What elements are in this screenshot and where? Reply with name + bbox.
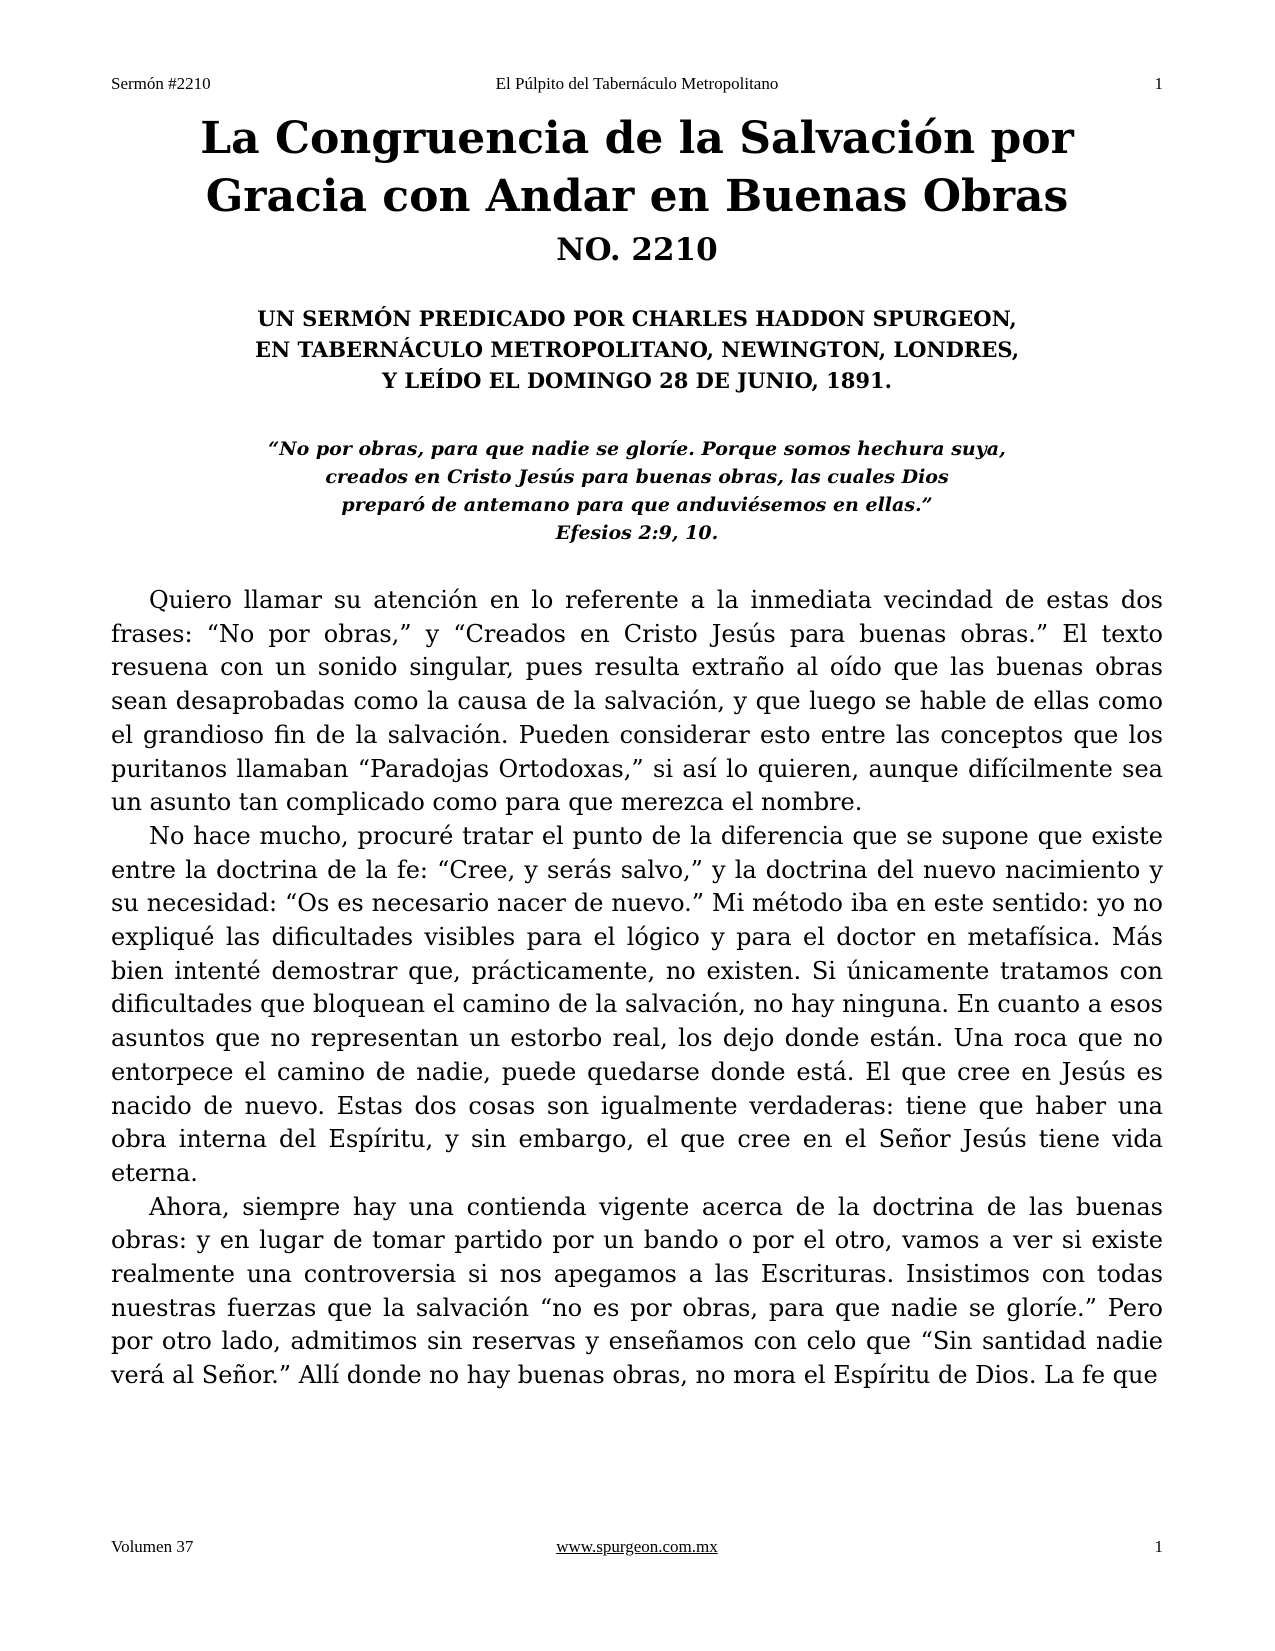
running-header <box>111 74 1163 98</box>
footer-website-link[interactable]: www.spurgeon.com.mx <box>556 1537 718 1556</box>
preached-line-3: Y LEÍDO EL DOMINGO 28 DE JUNIO, 1891. <box>382 368 892 393</box>
paragraph-2: No hace mucho, procuré tratar el punto de la diferencia que se supone que existe entre la doctrina de la fe: “Cree, y serás salvo,” y la doctrina del nuevo nacimiento y su necesidad: “Os es necesario nacer de nuevo.” Mi método iba en este sentido: yo no expliqué las dificultades visibles para el lógico y para el doctor en metafísica. Más bien intenté demostrar que, prácticamente, no existen. Si únicamente tratamos con dificultades que bloquean el camino de la salvación, no hay ninguna. En cuanto a esos asuntos que no representan un estorbo real, los dejo donde están. Una roca que no entorpece el camino de nadie, puede quedarse donde está. El que cree en Jesús es nacido de nuevo. Estas dos cosas son igualmente verdaderas: tiene que haber una obra interna del Espíritu, y sin embargo, el que cree en el Señor Jesús tiene vida eterna. <box>111 821 1163 1187</box>
header-page-number: 1 <box>1154 74 1163 93</box>
header-publication-title: El Púlpito del Tabernáculo Metropolitano <box>495 74 779 93</box>
preached-line-2: EN TABERNÁCULO METROPOLITANO, NEWINGTON, LONDRES, <box>254 337 1020 362</box>
title-line-2: Gracia con Andar en Buenas Obras <box>205 171 1069 222</box>
sermon-title <box>111 110 1163 226</box>
preached-by <box>111 303 1163 396</box>
title-line-1: La Congruencia de la Salvación por <box>200 113 1074 164</box>
header-sermon-number: Sermón #2210 <box>111 74 211 93</box>
sermon-body <box>111 584 1163 1393</box>
paragraph-3: Ahora, siempre hay una contienda vigente acerca de la doctrina de las buenas obras: y en lugar de tomar partido por un bando o por el otro, vamos a ver si existe realmente una controversia si nos apegamos a las Escrituras. Insistimos con todas nuestras fuerzas que la salvación “no es por obras, para que nadie se gloríe.” Pero por otro lado, admitimos sin reservas y enseñamos con celo que “Sin santidad nadie verá al Señor.” Allí donde no hay buenas obras, no mora el Espíritu de Dios. La fe que <box>111 1192 1163 1390</box>
epigraph-reference: Efesios 2:9, 10. <box>555 522 719 544</box>
scripture-epigraph <box>111 435 1163 547</box>
epigraph-line-2: creados en Cristo Jesús para buenas obras, las cuales Dios <box>325 466 949 488</box>
footer-page-number: 1 <box>1154 1537 1163 1556</box>
epigraph-line-1: “No por obras, para que nadie se gloríe. Porque somos hechura suya, <box>268 438 1006 460</box>
sermon-number: NO. 2210 <box>556 232 718 268</box>
preached-line-1: UN SERMÓN PREDICADO POR CHARLES HADDON SPURGEON, <box>257 306 1017 331</box>
footer-volume: Volumen 37 <box>111 1537 194 1556</box>
running-footer <box>111 1537 1163 1561</box>
epigraph-line-3: preparó de antemano para que anduviésemos en ellas.” <box>341 494 933 516</box>
paragraph-1: Quiero llamar su atención en lo referente a la inmediata vecindad de estas dos frases: “No por obras,” y “Creados en Cristo Jesús para buenas obras.” El texto resuena con un sonido singular, pues resulta extraño al oído que las buenas obras sean desaprobadas como la causa de la salvación, y que luego se hable de ellas como el grandioso fin de la salvación. Pueden considerar esto entre las conceptos que los puritanos llamaban “Paradojas Ortodoxas,” si así lo quieren, aunque difícilmente sea un asunto tan complicado como para que merezca el nombre. <box>111 586 1163 817</box>
